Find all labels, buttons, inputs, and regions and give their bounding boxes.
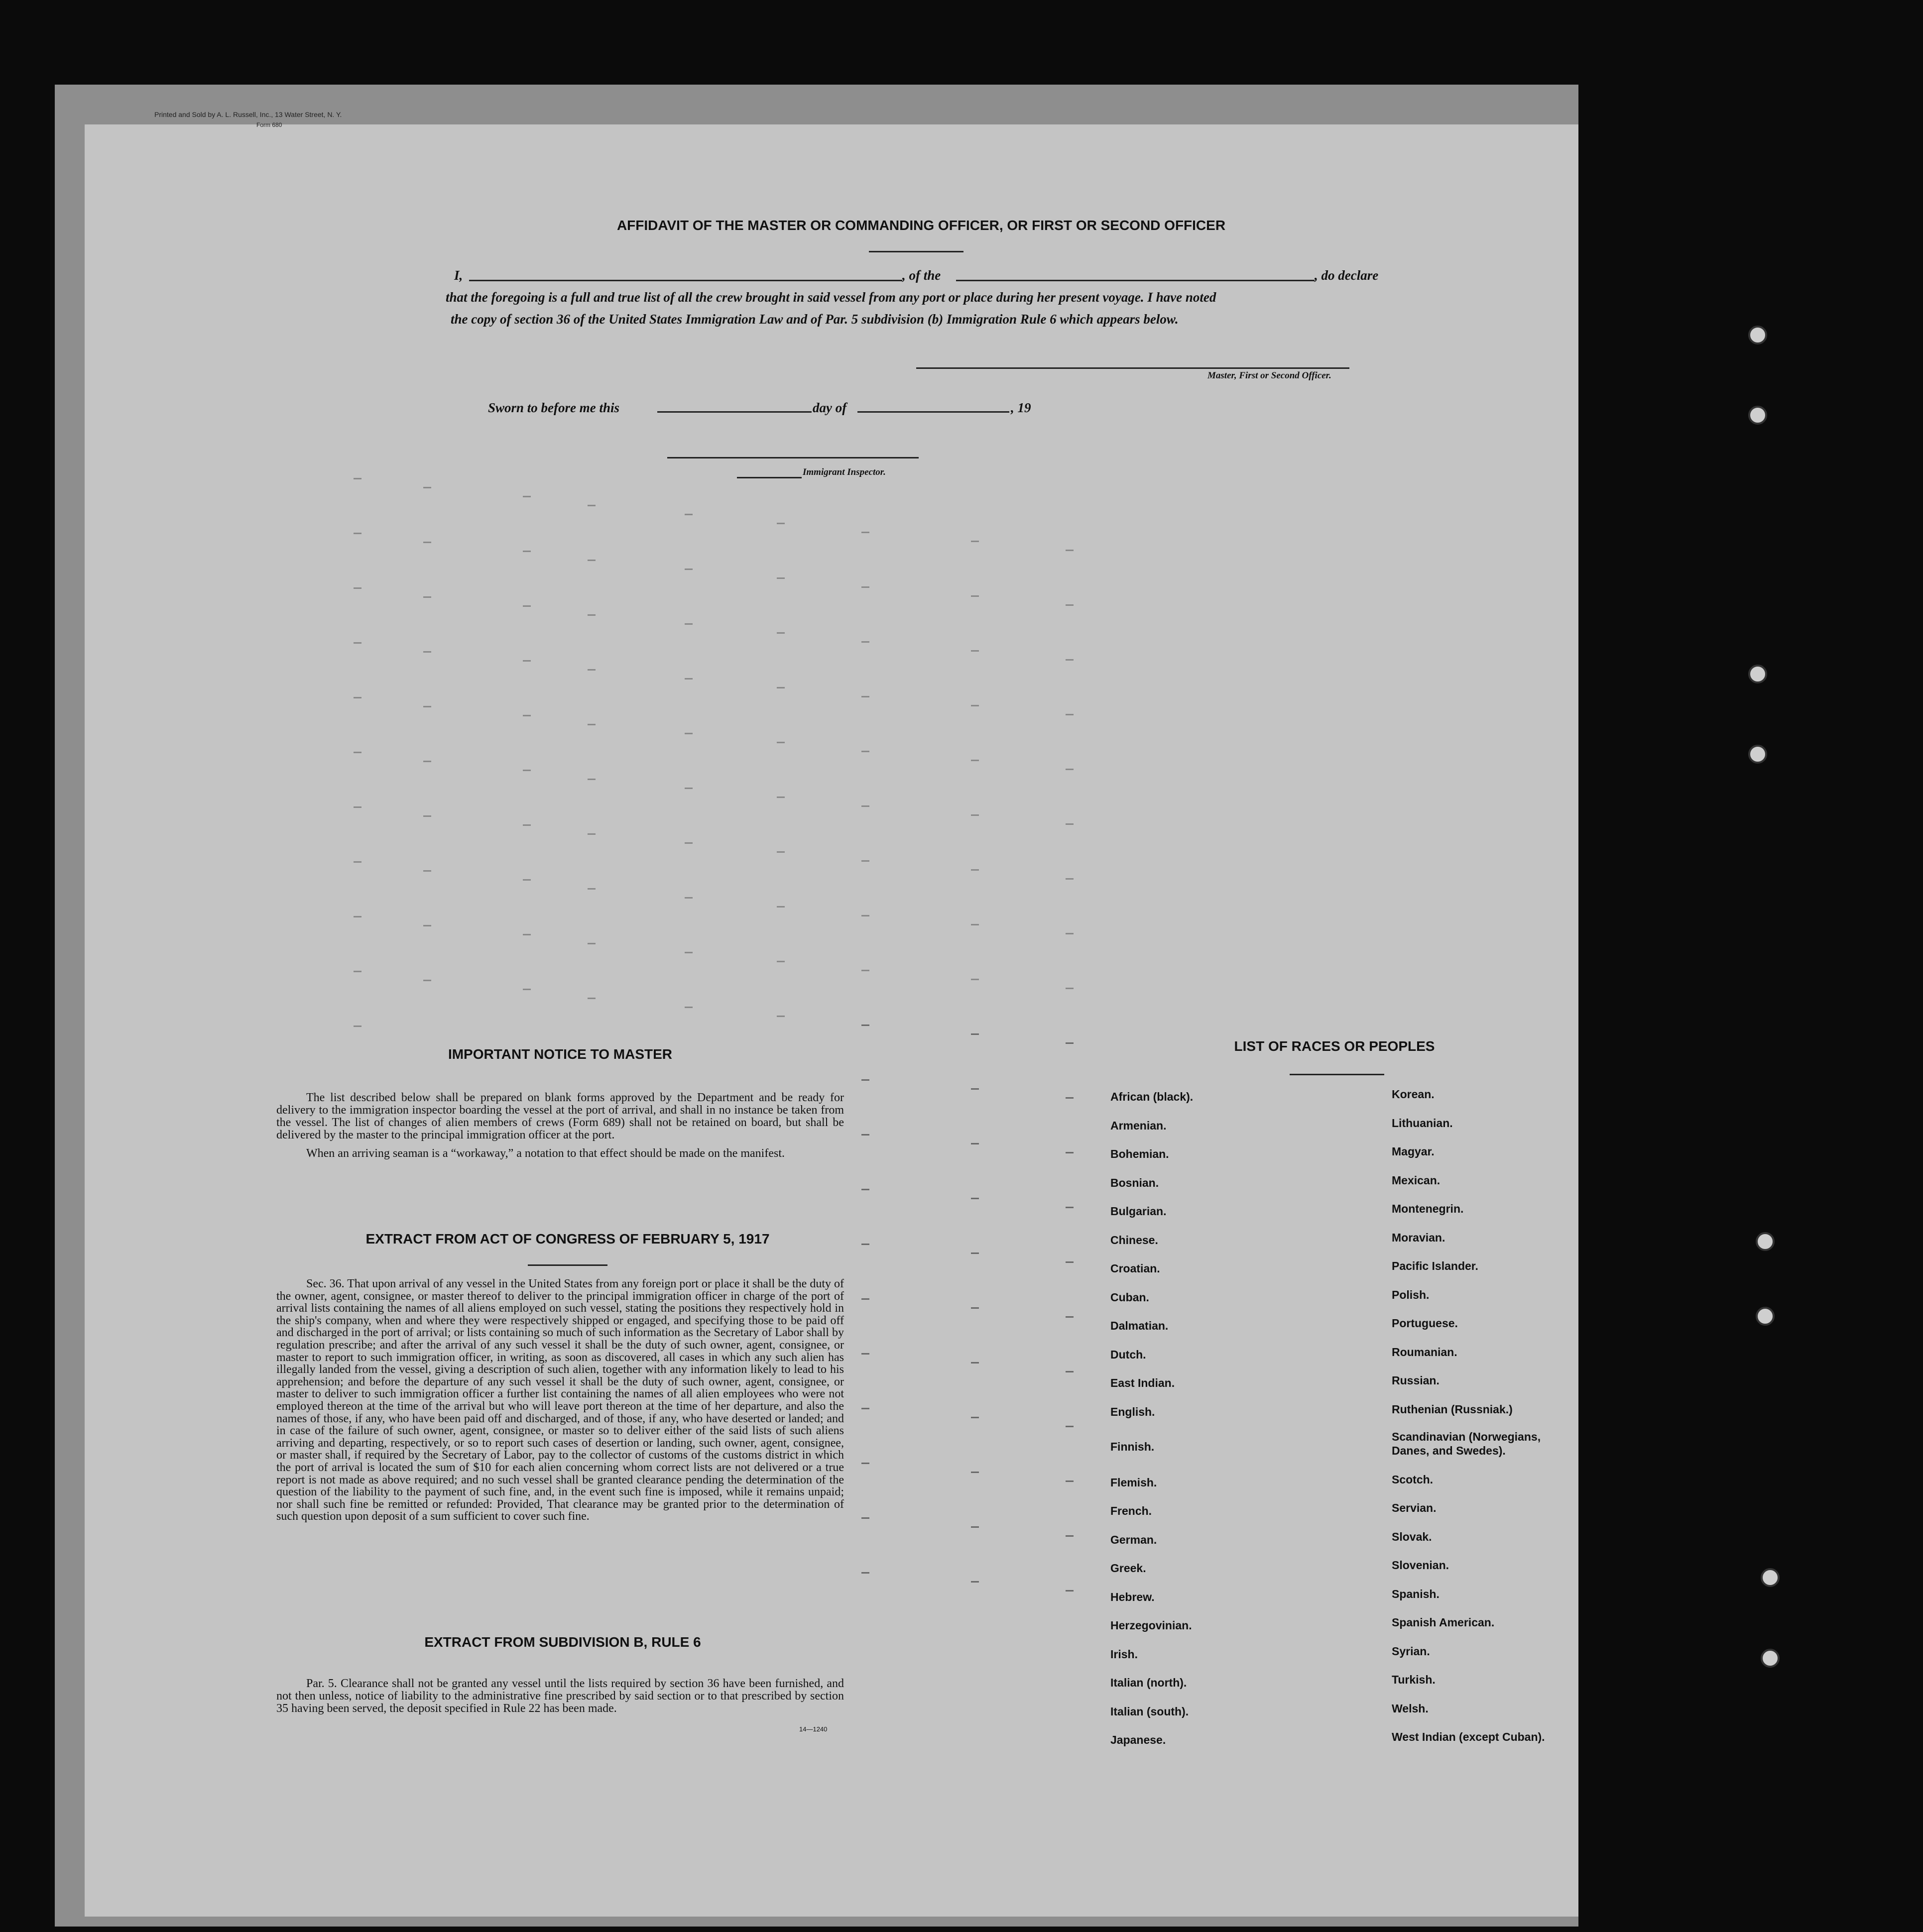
leader-dash <box>777 906 785 908</box>
race-item: Japanese. <box>1110 1733 1166 1746</box>
leader-dash <box>588 779 596 780</box>
leader-dash <box>685 897 693 899</box>
leader-dash <box>861 1463 869 1464</box>
signature-label: Master, First or Second Officer. <box>1207 370 1331 381</box>
leader-dash <box>1066 1590 1074 1591</box>
race-item: German. <box>1110 1533 1157 1546</box>
leader-dash <box>861 1408 869 1409</box>
race-item: East Indian. <box>1110 1376 1175 1389</box>
title-rule <box>869 251 963 252</box>
race-item: Syrian. <box>1392 1644 1430 1658</box>
race-item: Korean. <box>1392 1088 1435 1101</box>
race-item: Montenegrin. <box>1392 1202 1464 1215</box>
leader-dash <box>354 697 361 698</box>
leader-dash <box>685 788 693 789</box>
races-title-rule <box>1290 1074 1384 1075</box>
leader-dash <box>1066 604 1074 606</box>
race-item: Hebrew. <box>1110 1590 1155 1603</box>
race-item: Finnish. <box>1110 1440 1155 1453</box>
race-item: Dutch. <box>1110 1348 1146 1361</box>
notice-paragraph-2: When an arriving seaman is a “workaway,” a notation to that effect should be made on the manifest. <box>306 1147 785 1160</box>
notice-title: IMPORTANT NOTICE TO MASTER <box>448 1046 673 1062</box>
leader-dash <box>1066 1480 1074 1482</box>
race-item: Chinese. <box>1110 1233 1158 1247</box>
leader-dash <box>971 705 979 706</box>
leader-dash <box>523 551 531 552</box>
race-item: Portuguese. <box>1392 1317 1458 1330</box>
name-blank[interactable] <box>469 280 902 281</box>
race-item: Lithuanian. <box>1392 1116 1453 1130</box>
leader-dash <box>971 1088 979 1090</box>
binder-hole <box>1761 1649 1780 1668</box>
binder-hole <box>1748 745 1767 764</box>
binder-hole <box>1761 1568 1780 1587</box>
leader-dash <box>777 687 785 688</box>
leader-dash <box>588 724 596 725</box>
race-item: Herzegovinian. <box>1110 1619 1192 1632</box>
leader-dash <box>588 560 596 561</box>
race-item: Bulgarian. <box>1110 1205 1167 1218</box>
race-item: English. <box>1110 1405 1155 1418</box>
leader-dash <box>523 989 531 990</box>
form-number: Form 680 <box>256 121 282 128</box>
binder-hole <box>1756 1307 1775 1326</box>
race-item: Russian. <box>1392 1374 1440 1387</box>
leader-dash <box>971 1198 979 1199</box>
sworn-prefix: Sworn to before me this <box>488 400 620 415</box>
race-item: Slovak. <box>1392 1530 1432 1543</box>
leader-dash <box>588 614 596 616</box>
leader-dash <box>861 1572 869 1574</box>
race-item: Ruthenian (Russniak.) <box>1392 1402 1513 1416</box>
leader-dash <box>354 587 361 589</box>
leader-dash <box>523 934 531 935</box>
binder-hole <box>1748 326 1767 344</box>
race-item: Pacific Islander. <box>1392 1259 1478 1272</box>
leader-dash <box>861 805 869 807</box>
leader-dash <box>423 870 431 872</box>
leader-dash <box>971 1252 979 1254</box>
race-item: Bohemian. <box>1110 1147 1169 1160</box>
leader-dash <box>861 1517 869 1519</box>
leader-dash <box>1066 1097 1074 1099</box>
leader-dash <box>971 1033 979 1035</box>
leader-dash <box>861 641 869 643</box>
leader-dash <box>971 1526 979 1528</box>
leader-dash <box>971 595 979 597</box>
leader-dash <box>523 605 531 607</box>
leader-dash <box>971 1307 979 1309</box>
leader-dash <box>685 514 693 515</box>
leader-dash <box>1066 1426 1074 1427</box>
leader-dash <box>777 523 785 524</box>
race-item: Flemish. <box>1110 1476 1157 1489</box>
race-item: Mexican. <box>1392 1173 1441 1187</box>
leader-dash <box>971 1472 979 1473</box>
leader-dash <box>354 642 361 644</box>
race-item: Spanish. <box>1392 1587 1440 1600</box>
notice-paragraph-1: The list described below shall be prepared on blank forms approved by the Department and be ready for delivery to the immigration inspector boarding the vessel at the port of arrival, and shall in no instance be taken from the vessel. The list of changes of alien members of crews (Form 689) shall not be retained on board, but shall be delivered by the master to the principal immigration officer at the port. <box>276 1091 844 1141</box>
leader-dash <box>1066 1261 1074 1263</box>
race-item: Greek. <box>1110 1562 1146 1575</box>
leader-dash <box>423 815 431 817</box>
leader-dash <box>777 796 785 798</box>
race-item: Irish. <box>1110 1647 1138 1661</box>
race-item: Cuban. <box>1110 1290 1149 1304</box>
leader-dash <box>1066 1207 1074 1208</box>
leader-dash <box>861 751 869 752</box>
race-item: Scotch. <box>1392 1473 1434 1486</box>
race-item: Magyar. <box>1392 1145 1435 1158</box>
leader-dash <box>423 980 431 981</box>
affidavit-line-3: the copy of section 36 of the United States Immigration Law and of Par. 5 subdivision (b) Immigration Rule 6 which appears below. <box>451 312 1179 327</box>
notice-text <box>276 1092 844 1166</box>
leader-dash <box>523 879 531 881</box>
leader-dash <box>1066 1316 1074 1318</box>
leader-dash <box>971 924 979 925</box>
leader-dash <box>777 1016 785 1017</box>
leader-dash <box>971 979 979 980</box>
leader-dash <box>1066 1371 1074 1372</box>
leader-dash <box>685 623 693 625</box>
leader-dash <box>354 861 361 863</box>
binder-hole <box>1756 1232 1775 1251</box>
leader-dash <box>971 1581 979 1583</box>
leader-dash <box>685 952 693 953</box>
leader-dash <box>523 824 531 826</box>
leader-dash <box>423 596 431 598</box>
leader-dash <box>777 961 785 962</box>
leader-dash <box>523 715 531 716</box>
leader-dash <box>588 943 596 944</box>
leader-dash <box>588 888 596 890</box>
leader-dash <box>423 761 431 762</box>
leader-dash <box>685 568 693 570</box>
leader-dash <box>861 1244 869 1245</box>
race-item: Turkish. <box>1392 1673 1436 1686</box>
race-item: Scandinavian (Norwegians, <box>1392 1430 1541 1443</box>
leader-dash <box>1066 1152 1074 1153</box>
leader-dash <box>588 998 596 999</box>
sworn-month-blank[interactable] <box>857 411 1009 413</box>
leader-dash <box>861 696 869 697</box>
leader-dash <box>861 1353 869 1355</box>
rule-paragraph: Par. 5. Clearance shall not be granted any vessel until the lists required by section 36 have been furnished, and not then unless, notice of liability to the administrative fine prescribed by said section or to that prescribed by section 35 having been served, the deposit specified in Rule 22 has been made. <box>276 1677 844 1715</box>
leader-dash <box>588 669 596 671</box>
leader-dash <box>861 586 869 588</box>
leader-dash <box>423 925 431 926</box>
leader-dash <box>861 860 869 862</box>
leader-dash <box>861 1134 869 1136</box>
leader-dash <box>354 806 361 808</box>
leader-dash <box>523 660 531 662</box>
leader-dash <box>971 869 979 871</box>
inspector-short-rule <box>737 477 802 478</box>
leader-dash <box>861 915 869 916</box>
leader-dash <box>861 1024 869 1026</box>
act-text <box>276 1278 844 1529</box>
leader-dash <box>685 733 693 734</box>
affidavit-title: AFFIDAVIT OF THE MASTER OR COMMANDING OFFICER, OR FIRST OR SECOND OFFICER <box>616 218 1226 233</box>
inspector-line[interactable] <box>667 457 919 458</box>
act-title-rule <box>528 1264 607 1266</box>
leader-dash <box>685 842 693 844</box>
sworn-day: day of <box>813 400 847 415</box>
leader-dash <box>354 1025 361 1027</box>
leader-dash <box>777 632 785 634</box>
leader-dash <box>1066 823 1074 825</box>
race-item: Polish. <box>1392 1288 1430 1301</box>
leader-dash <box>1066 933 1074 934</box>
print-code: 14—1240 <box>799 1725 828 1733</box>
race-item: West Indian (except Cuban). <box>1392 1730 1545 1743</box>
leader-dash <box>1066 1042 1074 1044</box>
race-item: Armenian. <box>1110 1119 1167 1132</box>
leader-dash <box>354 752 361 753</box>
races-title: LIST OF RACES OR PEOPLES <box>1234 1038 1435 1054</box>
printer-line: Printed and Sold by A. L. Russell, Inc., 13 Water Street, N. Y. <box>154 111 342 118</box>
race-item: African (black). <box>1110 1090 1194 1103</box>
race-item: Slovenian. <box>1392 1559 1449 1572</box>
leader-dash <box>971 814 979 816</box>
leader-dash <box>861 970 869 971</box>
race-item: Bosnian. <box>1110 1176 1159 1189</box>
sworn-year: , 19 <box>1011 400 1031 415</box>
race-item: French. <box>1110 1504 1152 1517</box>
leader-dash <box>861 1298 869 1300</box>
race-item: Servian. <box>1392 1501 1437 1514</box>
binder-hole <box>1748 406 1767 425</box>
leader-dash <box>1066 769 1074 770</box>
form-page <box>85 124 1578 1917</box>
leader-dash <box>861 532 869 533</box>
race-item: Spanish American. <box>1392 1616 1495 1629</box>
affidavit-declare: , do declare <box>1315 268 1379 283</box>
leader-dash <box>588 505 596 506</box>
leader-dash <box>523 770 531 771</box>
leader-dash <box>354 916 361 917</box>
race-item: Welsh. <box>1392 1702 1429 1715</box>
leader-dash <box>523 496 531 497</box>
leader-dash <box>971 1143 979 1144</box>
race-item: Roumanian. <box>1392 1345 1457 1359</box>
leader-dash <box>1066 878 1074 880</box>
leader-dash <box>685 1007 693 1008</box>
race-item: Moravian. <box>1392 1231 1445 1244</box>
signature-line[interactable] <box>916 367 1349 369</box>
race-item: Danes, and Swedes). <box>1392 1444 1506 1457</box>
leader-dash <box>1066 1535 1074 1537</box>
leader-dash <box>354 971 361 972</box>
leader-dash <box>1066 988 1074 989</box>
leader-dash <box>423 542 431 543</box>
leader-dash <box>777 742 785 743</box>
act-title: EXTRACT FROM ACT OF CONGRESS OF FEBRUARY 5, 1917 <box>365 1231 770 1247</box>
leader-dash <box>777 851 785 853</box>
leader-dash <box>971 760 979 761</box>
leader-dash <box>971 1362 979 1364</box>
act-paragraph: Sec. 36. That upon arrival of any vessel in the United States from any foreign port or place it shall be the duty of the owner, agent, consignee, or master thereof to deliver to the principal immigration officer in charge of the port of arrival lists containing the names of all aliens employed on such vessel, stating the positions they respectively hold in the ship's company, when and where they were respectively shipped or engaged, and specifying those to be paid off and discharged in the port of arrival; or lists containing so much of such information as the Secretary of Labor shall by regulation prescribe; and after the arrival of any such vessel it shall be the duty of such owner, agent, consignee, or master to report to such immigration officer, in writing, as soon as discovered, all cases in which any such alien has illegally landed from the vessel, giving a description of such alien, together with any information likely to lead to his apprehension; and before the departure of any such vessel it shall be the duty of such owner, agent, consignee, or master to deliver to such immigration officer a further list containing the names of all alien employees who were not employed thereon at the time of the arrival but who will leave port thereon at the time of her departure, and also the names of those, if any, who have been paid off and discharged, and of those, if any, who have deserted or landed; and in case of the failure of such owner, agent, consignee, or master so to deliver either of the said lists of such aliens arriving and departing, respectively, or so to report such cases of desertion or landing, such owner, agent, consignee, or master shall, if required by the Secretary of Labor, pay to the collector of customs of the customs district in which the port of arrival is located the sum of $10 for each alien concerning whom correct lists are not delivered or a true report is not made as above required; and no such vessel shall be granted clearance pending the determination of the question of the liability to the payment of such fine, and, in the event such fine is imposed, while it remains unpaid; nor shall such fine be remitted or refunded: Provided, That clearance may be granted prior to the determination of such question upon deposit of a sum sufficient to cover such fine. <box>276 1277 844 1523</box>
leader-dash <box>777 577 785 579</box>
leader-dash <box>971 1417 979 1418</box>
race-item: Italian (north). <box>1110 1676 1187 1689</box>
rule-title: EXTRACT FROM SUBDIVISION B, RULE 6 <box>424 1634 701 1650</box>
leader-dash <box>971 541 979 542</box>
leader-dash <box>685 678 693 680</box>
sworn-day-blank[interactable] <box>657 411 812 413</box>
affidavit-i: I, <box>454 268 463 283</box>
leader-dash <box>1066 714 1074 715</box>
rule-text <box>276 1678 844 1721</box>
binder-hole <box>1748 665 1767 683</box>
leader-dash <box>588 833 596 835</box>
inspector-label: Immigrant Inspector. <box>803 467 886 477</box>
race-item: Dalmatian. <box>1110 1319 1169 1332</box>
leader-dash <box>1066 550 1074 551</box>
leader-dash <box>354 533 361 534</box>
leader-dash <box>423 487 431 488</box>
leader-dash <box>861 1189 869 1190</box>
race-item: Croatian. <box>1110 1262 1160 1275</box>
leader-dash <box>971 650 979 652</box>
affidavit-line-2: that the foregoing is a full and true list of all the crew brought in said vessel from any port or place during her present voyage. I have noted <box>446 290 1216 305</box>
leader-dash <box>861 1079 869 1081</box>
leader-dash <box>423 706 431 707</box>
leader-dash <box>1066 659 1074 661</box>
leader-dash <box>423 651 431 653</box>
race-item: Italian (south). <box>1110 1705 1189 1718</box>
vessel-blank[interactable] <box>956 280 1315 281</box>
affidavit-of-the: , of the <box>902 268 941 283</box>
leader-dash <box>354 478 361 479</box>
